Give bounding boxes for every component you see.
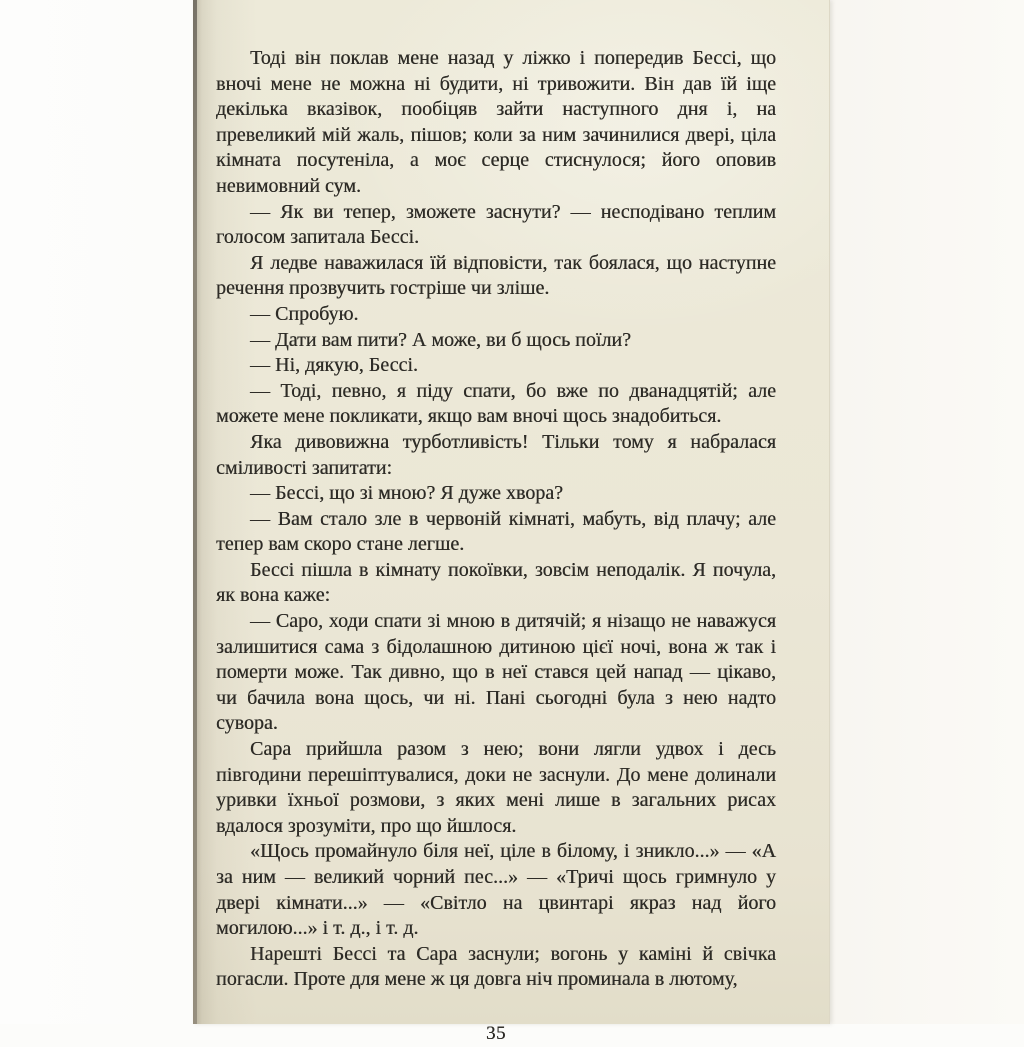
paragraph: Тоді він поклав мене назад у ліжко і попередив Бессі, що вночі мене не можна ні будити, ні тривожити. Він дав їй іще декілька вказівок, пообіцяв зайти наступного дня і, на превеликий мій жаль, пішов; коли за ним зачинилися двері, ціла кімната посутеніла, а моє серце стиснулося; його оповив невимовний сум. xyxy=(216,47,776,197)
paragraph: Я ледве наважилася їй відповісти, так боялася, що наступне речення прозвучить гостріше чи зліше. xyxy=(216,251,776,300)
paragraph: — Ні, дякую, Бессі. xyxy=(250,354,418,377)
paragraph: «Щось промайнуло біля неї, ціле в білому, і зникло...» — «А за ним — великий чорний пес...» — «Тричі щось гримнуло у двері кімнати...» — «Світло на цвинтарі якраз над його могилою...» і т. д., і т. д. xyxy=(216,840,776,940)
paragraph: — Бессі, що зі мною? Я дуже хвора? xyxy=(250,482,563,505)
paragraph: — Спробую. xyxy=(250,302,359,325)
page-spine-edge xyxy=(193,0,197,1024)
paragraph: Яка дивовижна турботливість! Тільки тому я набралася сміливості запитати: xyxy=(216,430,776,479)
paragraph: — Тоді, певно, я піду спати, бо вже по дванадцятій; але можете мене покликати, якщо вам вночі щось знадобиться. xyxy=(216,379,776,428)
paragraph: — Вам стало зле в червоній кімнаті, мабуть, від плачу; але тепер вам скоро стане легше. xyxy=(216,507,776,556)
paragraph: Нарешті Бессі та Сара заснули; вогонь у каміні й свічка погасли. Проте для мене ж ця довга ніч проминала в лютому, xyxy=(216,942,776,991)
page-text xyxy=(216,46,776,1047)
paragraph: Бессі пішла в кімнату покоївки, зовсім неподалік. Я почула, як вона каже: xyxy=(216,558,776,607)
paragraph: — Саро, ходи спати зі мною в дитячій; я нізащо не наважуся залишитися сама з бідолашною дитиною цієї ночі, вона ж так і померти може. Так дивно, що в неї стався цей напад — цікаво, чи бачила вона щось, чи ні. Пані сьогодні була з нею надто сувора. xyxy=(216,610,776,735)
book-page xyxy=(193,0,830,1044)
paragraph: Сара прийшла разом з нею; вони лягли удвох і десь півгодини перешіптувалися, доки не заснули. До мене долинали уривки їхньої розмови, з яких мені лише в загальних рисах вдалося зрозуміти, про що йшлося. xyxy=(216,738,776,837)
paragraph: — Дати вам пити? А може, ви б щось поїли? xyxy=(250,328,631,351)
paragraph: — Як ви тепер, зможете заснути? — несподівано теплим голосом запитала Бессі. xyxy=(216,200,776,249)
page-number: 35 xyxy=(486,1022,506,1044)
